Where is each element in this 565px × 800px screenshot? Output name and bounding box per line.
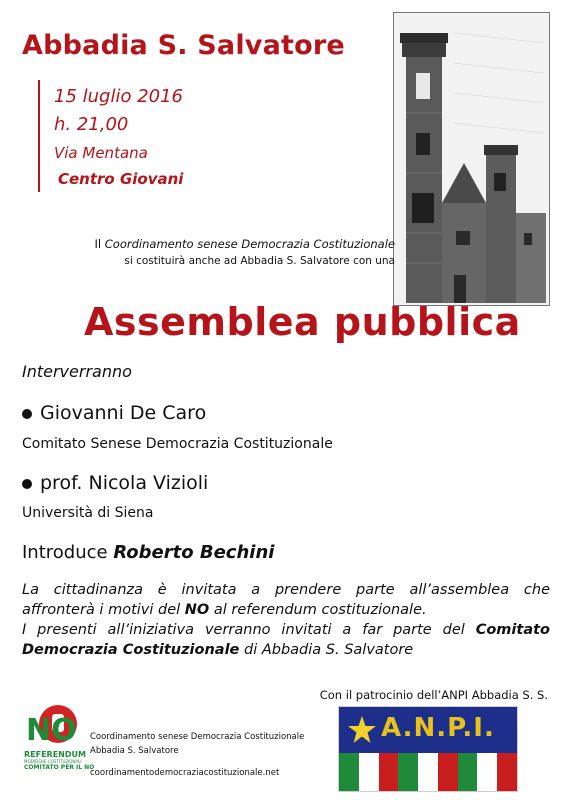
body-line-2: affronterà i motivi del NO al referendum costituzionale. — [22, 602, 427, 618]
footer-town: Abbadia S. Salvatore — [90, 746, 179, 756]
town-title: Abbadia S. Salvatore — [22, 30, 345, 61]
introduces-name: Roberto Bechini — [113, 542, 275, 563]
no-logo-line2: MODIFICHE COSTITUZIONALI — [24, 759, 82, 764]
no-logo-line3: COMITATO PER IL NO — [24, 764, 95, 771]
footer-website[interactable]: coordinamentodemocraziacostituzionale.net — [90, 768, 280, 778]
hand-icon — [24, 702, 80, 746]
bullet-icon — [22, 409, 32, 419]
event-details — [38, 80, 240, 192]
speakers-label: Interverranno — [22, 362, 132, 381]
intro-line-2: si costituirà anche ad Abbadia S. Salvatore con una — [124, 255, 395, 267]
headline: Assemblea pubblica — [84, 300, 521, 344]
speaker-2-prefix: prof. — [40, 472, 83, 494]
speaker-2-name: Nicola Vizioli — [88, 472, 209, 494]
star-icon — [347, 715, 377, 745]
speaker-1-name: Giovanni De Caro — [40, 402, 207, 424]
footer-org: Coordinamento senese Democrazia Costituzionale — [90, 732, 305, 742]
body-text — [22, 580, 550, 660]
speaker-1-affiliation: Comitato Senese Democrazia Costituzionale — [22, 436, 333, 452]
no-logo-line1: REFERENDUM — [24, 750, 86, 759]
event-place: Centro Giovani — [58, 170, 184, 188]
speaker-1 — [22, 402, 206, 424]
intro-org: Coordinamento senese Democrazia Costituzionale — [104, 237, 395, 251]
church-tower-illustration — [393, 12, 550, 306]
body-line-3: I presenti all’iniziativa verranno invitati a far parte del Comitato — [22, 622, 550, 638]
body-line-1: La cittadinanza è invitata a prendere parte all’assemblea che — [22, 582, 550, 598]
introduces — [22, 542, 274, 563]
event-time: h. 21,00 — [54, 114, 129, 135]
bullet-icon — [22, 479, 32, 489]
body-line-4: Democrazia Costituzionale di Abbadia S. Salvatore — [22, 642, 414, 658]
event-street: Via Mentana — [54, 144, 148, 162]
intro-prefix: Il — [94, 237, 102, 251]
no-referendum-logo — [24, 702, 95, 780]
intro-line-1 — [0, 237, 395, 251]
anpi-logo-text: A.N.P.I. — [381, 713, 495, 743]
patronage-text: Con il patrocinio dell’ANPI Abbadia S. S. — [319, 688, 548, 702]
speaker-2-affiliation: Università di Siena — [22, 505, 154, 521]
event-date: 15 luglio 2016 — [54, 86, 184, 107]
svg-text:NO: NO — [26, 713, 77, 746]
speaker-2 — [22, 472, 208, 494]
introduces-label: Introduce — [22, 542, 108, 563]
anpi-logo — [338, 706, 518, 792]
no-emphasis: NO — [184, 602, 210, 618]
